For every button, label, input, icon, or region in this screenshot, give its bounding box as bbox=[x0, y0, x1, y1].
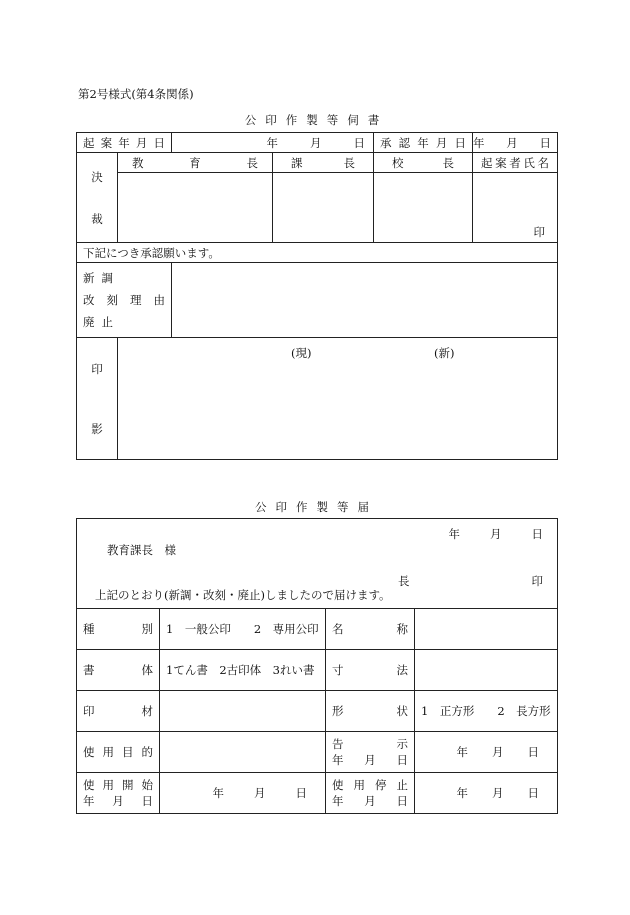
font-label: 書体 bbox=[77, 650, 160, 691]
type-label: 種別 bbox=[77, 609, 160, 650]
stop-date-label: 使用停止 年月日 bbox=[326, 773, 415, 814]
size-value[interactable] bbox=[415, 650, 558, 691]
material-value[interactable] bbox=[160, 691, 326, 732]
font-value[interactable]: 1てん書 2古印体 3れい書 bbox=[160, 650, 326, 691]
shape-label: 形状 bbox=[326, 691, 415, 732]
purpose-value[interactable] bbox=[160, 732, 326, 773]
draft-date-label: 起案年月日 bbox=[77, 133, 172, 153]
name-value[interactable] bbox=[415, 609, 558, 650]
approval-date-value[interactable]: 年 月 日 bbox=[473, 133, 558, 153]
notice-date-value[interactable]: 年 月 日 bbox=[415, 732, 558, 773]
form-code: 第2号様式(第4条関係) bbox=[78, 87, 194, 101]
purpose-label: 使用目的 bbox=[77, 732, 160, 773]
approver-superintendent-header: 教 育 長 bbox=[118, 153, 273, 173]
form1-title: 公印作製等伺書 bbox=[244, 113, 389, 127]
impression-area[interactable] bbox=[118, 338, 558, 460]
approval-date-label: 承認年月日 bbox=[374, 133, 473, 153]
stop-date-value[interactable]: 年 月 日 bbox=[415, 773, 558, 814]
seal-mark: 印 bbox=[533, 225, 545, 239]
type-value[interactable]: 1 一般公印 2 専用公印 bbox=[160, 609, 326, 650]
start-date-value[interactable]: 年 月 日 bbox=[160, 773, 326, 814]
form2-title: 公印作製等届 bbox=[255, 500, 378, 514]
approver-drafter-seal[interactable] bbox=[473, 173, 558, 243]
shape-value[interactable]: 1 正方形 2 長方形 bbox=[415, 691, 558, 732]
notice-date-label: 告示 年月日 bbox=[326, 732, 415, 773]
notice-header: 年 月 日 教育課長 様 長 印 上記のとおり(新調・改刻・廃止)しましたので届けます。 bbox=[77, 519, 558, 609]
current-label: (現) bbox=[291, 346, 312, 360]
request-text: 下記につき承認願います。 bbox=[77, 243, 558, 263]
form2-table bbox=[76, 518, 558, 814]
head-label: 長 bbox=[398, 574, 410, 588]
approver-section-chief-seal[interactable] bbox=[273, 173, 374, 243]
draft-date-value[interactable]: 年 月 日 bbox=[172, 133, 374, 153]
notice-text: 上記のとおり(新調・改刻・廃止)しましたので届けます。 bbox=[95, 588, 391, 602]
seal-mark: 印 bbox=[531, 574, 543, 588]
name-label: 名称 bbox=[326, 609, 415, 650]
material-label: 印材 bbox=[77, 691, 160, 732]
approver-superintendent-seal[interactable] bbox=[118, 173, 273, 243]
new-label: (新) bbox=[434, 346, 455, 360]
approver-section-chief-header: 課 長 bbox=[273, 153, 374, 173]
addressee: 教育課長 様 bbox=[107, 543, 176, 557]
approver-principal-seal[interactable] bbox=[374, 173, 473, 243]
approver-principal-header: 校 長 bbox=[374, 153, 473, 173]
start-date-label: 使用開始 年月日 bbox=[77, 773, 160, 814]
impression-label: 印 影 bbox=[77, 338, 118, 460]
reason-value[interactable] bbox=[172, 263, 558, 338]
approver-drafter-header: 起案者氏名 bbox=[473, 153, 558, 173]
decision-label: 決 裁 bbox=[77, 153, 118, 243]
form1-table bbox=[76, 132, 558, 460]
size-label: 寸法 bbox=[326, 650, 415, 691]
reason-label: 新 調 改 刻 理 由 廃 止 bbox=[77, 263, 172, 338]
